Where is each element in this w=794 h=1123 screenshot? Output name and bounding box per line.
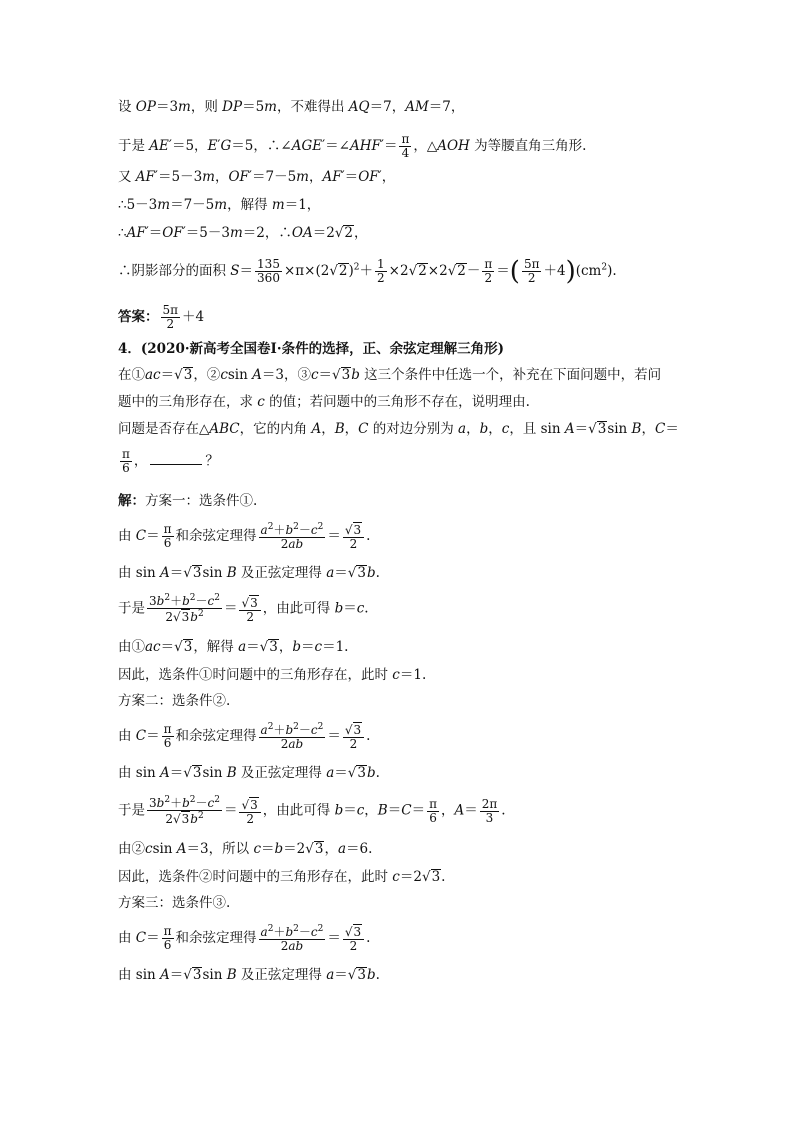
line-21: 由 sin A＝√3sin B 及正弦定理得 a＝√3b. bbox=[118, 765, 380, 781]
line-22: 于是 $\frac{3b^2+b^2-c^2}{2√3b^2}$ ＝ $\frac{√3}{2}$ ，由此可得 b＝c，B＝C＝ $\frac{\pi}{6}$ ，A＝ $\frac{2\pi}{3}$ . bbox=[118, 795, 506, 827]
line-17: 由①ac＝√3，解得 a＝√3，b＝c＝1. bbox=[118, 639, 349, 655]
line-10: 题中的三角形存在，求 c 的值；若问题中的三角形不存在，说明理由. bbox=[118, 394, 530, 410]
line-9: 在①ac＝√3，②csin A＝3，③c＝√3b 这三个条件中任选一个，补充在下面问题中，若问 bbox=[118, 367, 662, 383]
line-24: 因此，选条件②时问题中的三角形存在，此时 c＝2√3. bbox=[118, 869, 446, 885]
line-27: 由 sin A＝√3sin B 及正弦定理得 a＝√3b. bbox=[118, 967, 380, 983]
line-14: 由 C＝ $\frac{\pi}{6}$ 和余弦定理得 $\frac{a^2+b^2-c^2}{2ab}$ ＝ $\frac{√3}{2}$ . bbox=[118, 521, 371, 552]
line-16: 于是 $\frac{3b^2+b^2-c^2}{2√3b^2}$ ＝ $\frac{√3}{2}$ ，由此可得 b＝c. bbox=[118, 593, 369, 625]
line-18: 因此，选条件①时问题中的三角形存在，此时 c＝1. bbox=[118, 667, 427, 683]
line-15: 由 sin A＝√3sin B 及正弦定理得 a＝√3b. bbox=[118, 565, 380, 581]
line-3: 又 AF′＝5－3m，OF′＝7－5m，AF′＝OF′， bbox=[118, 169, 396, 185]
line-4: ∴5－3m＝7－5m，解得 m＝1， bbox=[118, 197, 321, 213]
line-2: 于是 AE′＝5，E′G＝5，∴∠AGE′＝∠AHF′＝ $\frac{\pi}{4}$ ，△AOH 为等腰直角三角形. bbox=[118, 132, 587, 161]
line-19: 方案二：选条件②. bbox=[118, 693, 231, 709]
line-7-answer: 答案： $\frac{5\pi}{2}$ ＋4 bbox=[118, 303, 205, 332]
line-25: 方案三：选条件③. bbox=[118, 895, 231, 911]
line-5: ∴AF′＝OF′＝5－3m＝2，∴OA＝2√2， bbox=[118, 225, 368, 241]
line-13: 解：方案一：选条件①. bbox=[118, 493, 258, 509]
line-8-problem-title: 4．(2020·新高考全国卷Ⅰ·条件的选择，正、余弦定理解三角形) bbox=[118, 341, 504, 357]
line-20: 由 C＝ $\frac{\pi}{6}$ 和余弦定理得 $\frac{a^2+b^2-c^2}{2ab}$ ＝ $\frac{√3}{2}$ . bbox=[118, 721, 371, 752]
line-26: 由 C＝ $\frac{\pi}{6}$ 和余弦定理得 $\frac{a^2+b^2-c^2}{2ab}$ ＝ $\frac{√3}{2}$ . bbox=[118, 923, 371, 954]
line-12: $\frac{\pi}{6}$ ， ？ bbox=[122, 447, 219, 476]
line-1: 设 OP＝3m，则 DP＝5m，不难得出 AQ＝7，AM＝7， bbox=[118, 99, 465, 115]
line-6: ∴阴影部分的面积 S＝ $\frac{135}{360}$ $\times\pi\times(2√2)^2+$ $\frac{1}{2}$ ×2√2×2√2－ $\frac{\pi}{2}$ ＝( $\frac{5\pi}{2}$ $+4)(cm^2)$. bbox=[118, 256, 617, 287]
line-23: 由②csin A＝3，所以 c＝b＝2√3，a＝6. bbox=[118, 841, 373, 857]
line-11: 问题是否存在△ABC，它的内角 A，B，C 的对边分别为 a，b，c，且 sin A＝√3sin B，C＝ bbox=[118, 421, 679, 437]
